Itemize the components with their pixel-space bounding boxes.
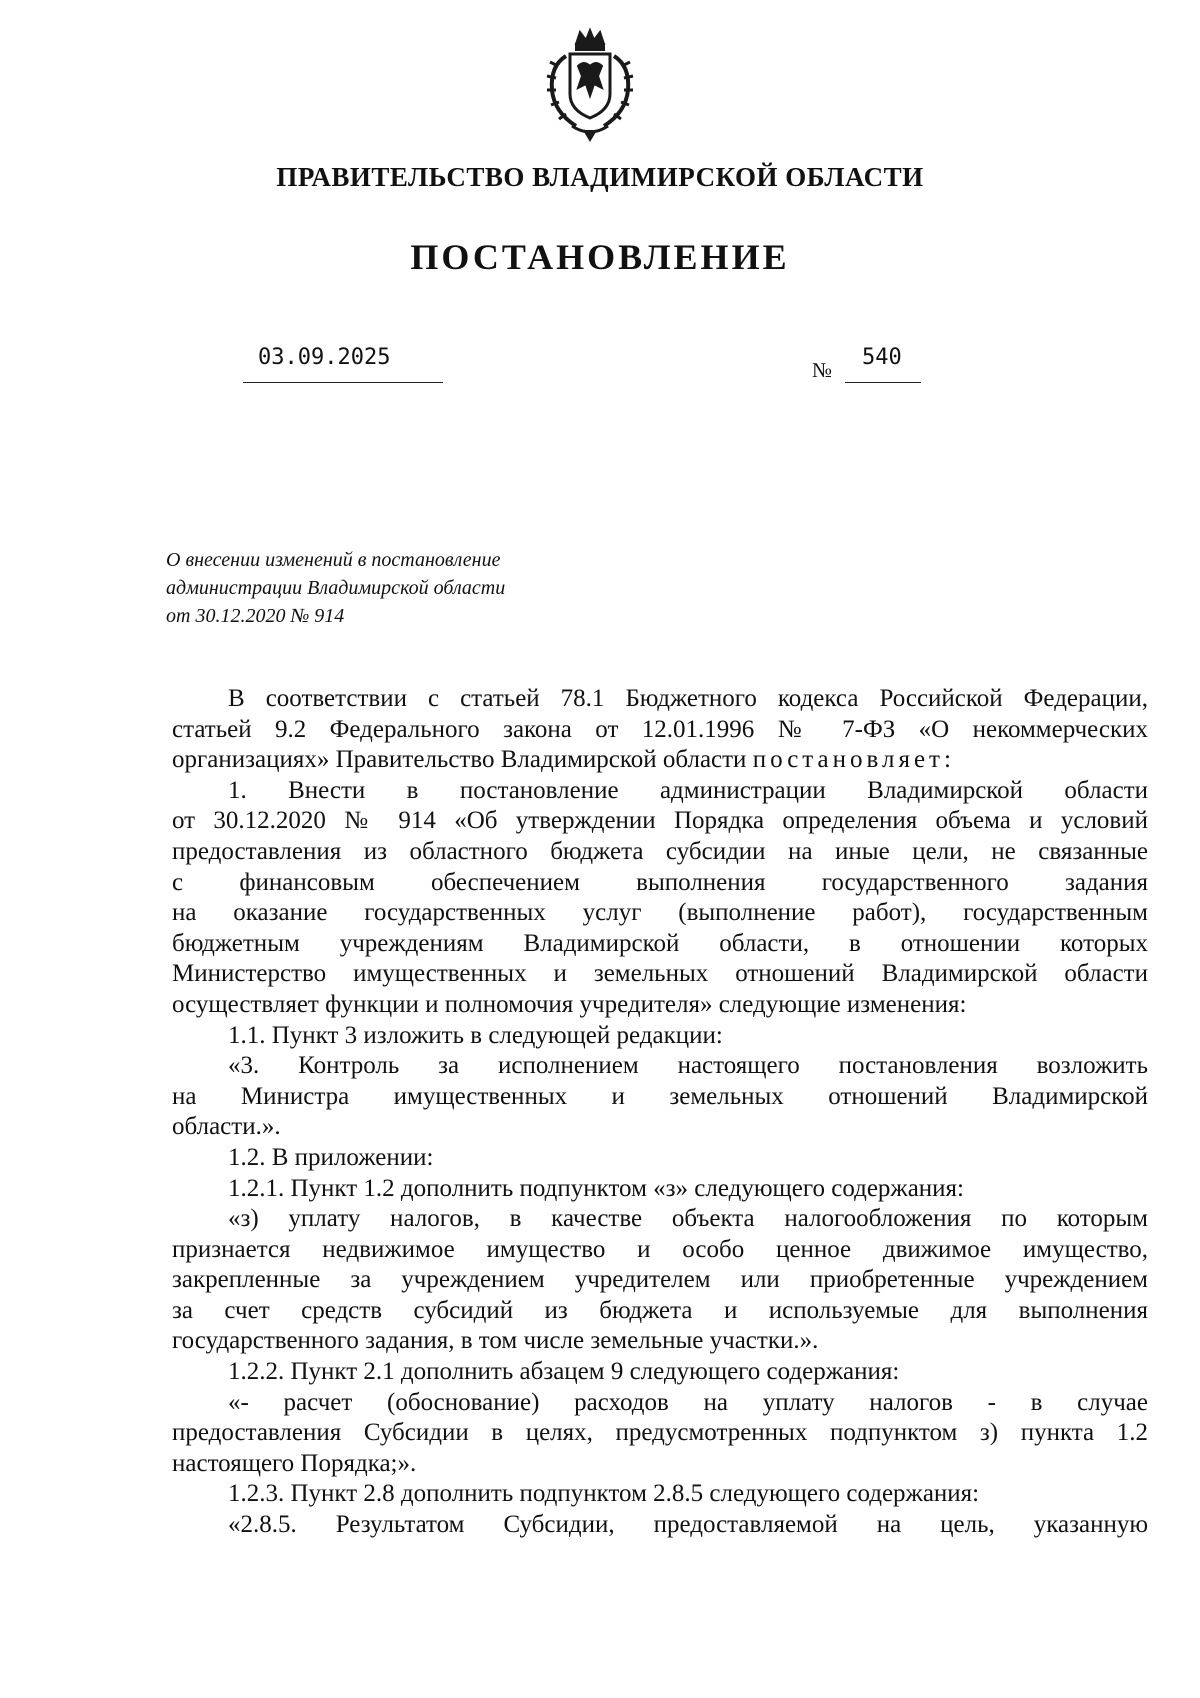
body-text-segment: организациях» Правительство Владимирской области <box>172 746 753 774</box>
document-number: 540 <box>862 345 902 370</box>
body-text-segment-spaced: постановляет: <box>752 746 955 774</box>
body-line: «- расчет (обоснование) расходов на уплату налогов - в случае <box>228 1388 1148 1416</box>
body-line <box>172 745 1148 776</box>
body-line: 1.1. Пункт 3 изложить в следующей редакции: <box>228 1021 723 1049</box>
body-line: за счет средств субсидий из бюджета и используемые для выполнения <box>172 1296 1148 1324</box>
subject-line: администрации Владимирской области <box>166 577 506 599</box>
government-title: ПРАВИТЕЛЬСТВО ВЛАДИМИРСКОЙ ОБЛАСТИ <box>276 162 924 192</box>
body-line: 1.2. В приложении: <box>228 1143 434 1171</box>
body-line: «3. Контроль за исполнением настоящего постановления возложить <box>228 1052 1148 1080</box>
body-line: на Министра имущественных и земельных отношений Владимирской <box>172 1082 1148 1110</box>
coat-of-arms-emblem <box>536 26 644 144</box>
body-line: с финансовым обеспечением выполнения государственного задания <box>172 868 1148 896</box>
body-line: настоящего Порядка;». <box>172 1449 417 1477</box>
number-underline <box>845 382 921 383</box>
body-line: 1. Внести в постановление администрации Владимирской области <box>228 776 1148 804</box>
document-date: 03.09.2025 <box>258 345 391 370</box>
document-body <box>172 684 1148 1541</box>
body-line: области.». <box>172 1113 281 1141</box>
body-line: В соответствии с статьей 78.1 Бюджетного кодекса Российской Федерации, <box>228 685 1148 712</box>
body-line: Министерство имущественных и земельных отношений Владимирской области <box>172 960 1148 988</box>
body-line: от 30.12.2020 № 914 «Об утверждении Порядка определения объема и условий <box>172 807 1148 835</box>
document-subject <box>166 546 606 630</box>
body-line: «з) уплату налогов, в качестве объекта налогообложения по которым <box>228 1205 1148 1233</box>
body-line: 1.2.1. Пункт 1.2 дополнить подпунктом «з» следующего содержания: <box>228 1174 964 1202</box>
subject-line: О внесении изменений в постановление <box>166 549 501 571</box>
body-line: осуществляет функции и полномочия учредителя» следующие изменения: <box>172 990 967 1018</box>
number-sign: № <box>812 358 833 382</box>
date-underline <box>243 382 443 383</box>
body-line: на оказание государственных услуг (выполнение работ), государственным <box>172 899 1148 927</box>
body-line: 1.2.3. Пункт 2.8 дополнить подпунктом 2.8.5 следующего содержания: <box>228 1480 980 1508</box>
body-line: государственного задания, в том числе земельные участки.». <box>172 1327 819 1355</box>
body-line: закрепленные за учреждением учредителем или приобретенные учреждением <box>172 1266 1148 1294</box>
body-line: 1.2.2. Пункт 2.1 дополнить абзацем 9 следующего содержания: <box>228 1358 900 1386</box>
body-line: статьей 9.2 Федерального закона от 12.01.1996 № 7-ФЗ «О некоммерческих <box>172 715 1148 743</box>
body-line: признается недвижимое имущество и особо ценное движимое имущество, <box>172 1235 1148 1263</box>
document-type-title: ПОСТАНОВЛЕНИЕ <box>410 237 790 277</box>
body-line: «2.8.5. Результатом Субсидии, предоставляемой на цель, указанную <box>228 1511 1148 1539</box>
body-line: предоставления Субсидии в целях, предусмотренных подпунктом з) пункта 1.2 <box>172 1419 1148 1447</box>
body-line: бюджетным учреждениям Владимирской области, в отношении которых <box>172 929 1148 957</box>
subject-line: от 30.12.2020 № 914 <box>166 605 345 627</box>
body-line: предоставления из областного бюджета субсидии на иные цели, не связанные <box>172 837 1148 865</box>
